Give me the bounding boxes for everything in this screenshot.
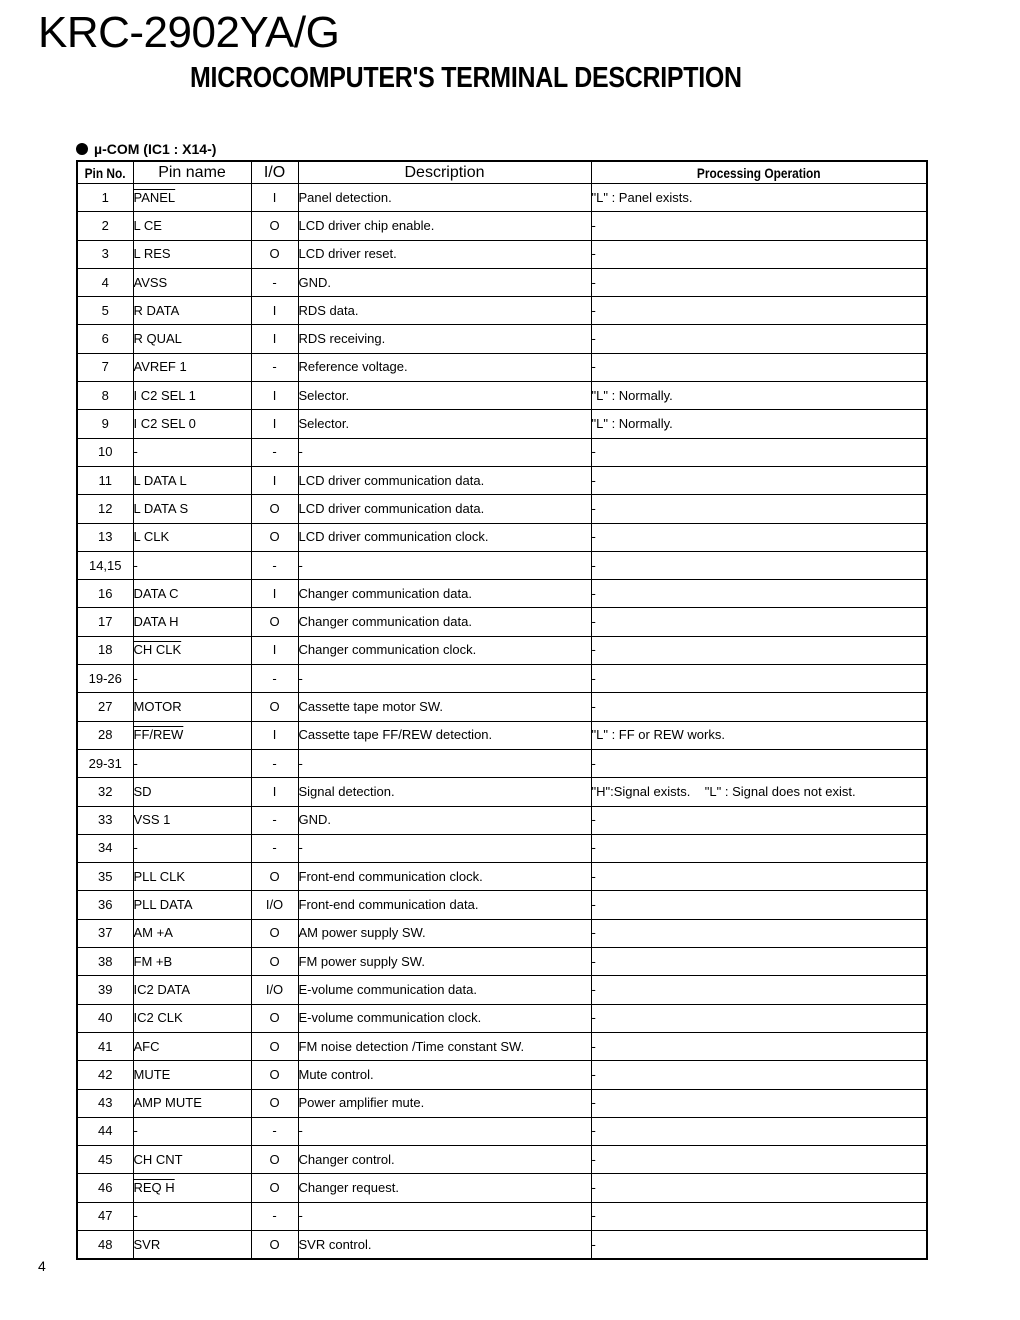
table-row <box>77 749 927 777</box>
pin-number-cell: 34 <box>77 834 133 862</box>
processing-operation-cell: - <box>591 693 927 721</box>
processing-operation-cell: - <box>591 1174 927 1202</box>
description-cell: Power amplifier mute. <box>298 1089 591 1117</box>
io-cell: I/O <box>251 891 298 919</box>
io-cell: I <box>251 778 298 806</box>
table-row <box>77 834 927 862</box>
processing-operation-cell: - <box>591 1061 927 1089</box>
model-number: KRC-2902YA/G <box>38 8 340 57</box>
io-cell: - <box>251 1202 298 1230</box>
io-cell: O <box>251 863 298 891</box>
io-cell: O <box>251 523 298 551</box>
io-cell: O <box>251 1004 298 1032</box>
io-cell: O <box>251 919 298 947</box>
pin-number-cell: 3 <box>77 240 133 268</box>
description-cell: Changer control. <box>298 1146 591 1174</box>
table-row <box>77 523 927 551</box>
description-cell: Cassette tape FF/REW detection. <box>298 721 591 749</box>
table-row <box>77 1202 927 1230</box>
pin-name-cell: IC2 DATA <box>133 976 251 1004</box>
pin-number-cell: 17 <box>77 608 133 636</box>
table-row <box>77 693 927 721</box>
table-row <box>77 1146 927 1174</box>
pin-name-cell: FF/REW <box>133 721 251 749</box>
column-header-processing-operation: Processing Operation <box>591 161 927 184</box>
table-row <box>77 721 927 749</box>
table-row <box>77 806 927 834</box>
pin-number-cell: 10 <box>77 438 133 466</box>
description-cell: Front-end communication clock. <box>298 863 591 891</box>
description-cell: Changer communication data. <box>298 608 591 636</box>
pin-number-cell: 9 <box>77 410 133 438</box>
table-row <box>77 891 927 919</box>
bullet-icon <box>76 143 88 155</box>
processing-operation-cell: - <box>591 976 927 1004</box>
pin-number-cell: 8 <box>77 382 133 410</box>
io-cell: - <box>251 268 298 296</box>
processing-operation-cell: - <box>591 325 927 353</box>
pin-name-cell: L CLK <box>133 523 251 551</box>
table-row <box>77 1032 927 1060</box>
description-cell: Changer request. <box>298 1174 591 1202</box>
pin-name-cell: L RES <box>133 240 251 268</box>
description-cell: Changer communication clock. <box>298 636 591 664</box>
description-cell: - <box>298 551 591 579</box>
table-row <box>77 495 927 523</box>
description-cell: FM power supply SW. <box>298 948 591 976</box>
pin-number-cell: 43 <box>77 1089 133 1117</box>
description-cell: Front-end communication data. <box>298 891 591 919</box>
io-cell: O <box>251 1061 298 1089</box>
io-cell: - <box>251 806 298 834</box>
pin-number-cell: 47 <box>77 1202 133 1230</box>
io-cell: I <box>251 325 298 353</box>
column-header-description: Description <box>298 161 591 184</box>
pin-number-cell: 6 <box>77 325 133 353</box>
pin-number-cell: 40 <box>77 1004 133 1032</box>
processing-operation-cell: "L" : Normally. <box>591 382 927 410</box>
io-cell: O <box>251 1230 298 1259</box>
table-row <box>77 1230 927 1259</box>
pin-name-cell: - <box>133 1117 251 1145</box>
processing-operation-cell: - <box>591 834 927 862</box>
table-row <box>77 1174 927 1202</box>
description-cell: Signal detection. <box>298 778 591 806</box>
io-cell: I <box>251 410 298 438</box>
pin-name-cell: - <box>133 1202 251 1230</box>
processing-operation-cell: - <box>591 580 927 608</box>
table-row <box>77 410 927 438</box>
processing-operation-cell: "L" : FF or REW works. <box>591 721 927 749</box>
processing-operation-cell: - <box>591 495 927 523</box>
table-row <box>77 665 927 693</box>
section-heading <box>76 140 216 158</box>
pin-number-cell: 7 <box>77 353 133 381</box>
io-cell: O <box>251 1032 298 1060</box>
pin-number-cell: 1 <box>77 184 133 212</box>
description-cell: LCD driver communication data. <box>298 495 591 523</box>
pin-number-cell: 33 <box>77 806 133 834</box>
pin-number-cell: 38 <box>77 948 133 976</box>
table-row <box>77 1004 927 1032</box>
description-cell: GND. <box>298 268 591 296</box>
description-cell: - <box>298 1202 591 1230</box>
table-row <box>77 778 927 806</box>
description-cell: Panel detection. <box>298 184 591 212</box>
description-cell: LCD driver reset. <box>298 240 591 268</box>
io-cell: O <box>251 240 298 268</box>
description-cell: SVR control. <box>298 1230 591 1259</box>
pin-name-cell: MUTE <box>133 1061 251 1089</box>
pin-name-cell: - <box>133 438 251 466</box>
column-header-pin-name: Pin name <box>133 161 251 184</box>
pin-name-cell: IC2 CLK <box>133 1004 251 1032</box>
description-cell: LCD driver communication data. <box>298 466 591 494</box>
processing-operation-cell: - <box>591 551 927 579</box>
description-cell: - <box>298 1117 591 1145</box>
pin-number-cell: 32 <box>77 778 133 806</box>
processing-operation-cell: - <box>591 523 927 551</box>
description-cell: - <box>298 665 591 693</box>
io-cell: - <box>251 834 298 862</box>
io-cell: O <box>251 693 298 721</box>
pin-name-cell: R DATA <box>133 297 251 325</box>
pin-number-cell: 45 <box>77 1146 133 1174</box>
table-row <box>77 1061 927 1089</box>
io-cell: I <box>251 466 298 494</box>
description-cell: RDS receiving. <box>298 325 591 353</box>
description-cell: FM noise detection /Time constant SW. <box>298 1032 591 1060</box>
processing-operation-cell: - <box>591 466 927 494</box>
description-cell: LCD driver communication clock. <box>298 523 591 551</box>
terminal-table <box>76 160 928 1260</box>
table-row <box>77 580 927 608</box>
io-cell: - <box>251 749 298 777</box>
pin-name-cell: CH CNT <box>133 1146 251 1174</box>
table-row <box>77 1089 927 1117</box>
processing-operation-cell: "L" : Panel exists. <box>591 184 927 212</box>
table-row <box>77 325 927 353</box>
pin-name-cell: PANEL <box>133 184 251 212</box>
pin-name-cell: I C2 SEL 1 <box>133 382 251 410</box>
page-number: 4 <box>38 1258 46 1274</box>
io-cell: O <box>251 212 298 240</box>
table-row <box>77 382 927 410</box>
table-row <box>77 636 927 664</box>
pin-number-cell: 27 <box>77 693 133 721</box>
processing-operation-cell: - <box>591 749 927 777</box>
processing-operation-cell: - <box>591 240 927 268</box>
pin-name-cell: PLL DATA <box>133 891 251 919</box>
description-cell: GND. <box>298 806 591 834</box>
pin-number-cell: 41 <box>77 1032 133 1060</box>
pin-number-cell: 39 <box>77 976 133 1004</box>
pin-name-cell: MOTOR <box>133 693 251 721</box>
io-cell: - <box>251 438 298 466</box>
table-row <box>77 948 927 976</box>
pin-name-cell: R QUAL <box>133 325 251 353</box>
pin-name-cell: SD <box>133 778 251 806</box>
pin-name-cell: AFC <box>133 1032 251 1060</box>
pin-number-cell: 37 <box>77 919 133 947</box>
pin-name-cell: REQ H <box>133 1174 251 1202</box>
pin-name-cell: PLL CLK <box>133 863 251 891</box>
pin-name-cell: AVSS <box>133 268 251 296</box>
processing-operation-cell: - <box>591 1230 927 1259</box>
description-cell: RDS data. <box>298 297 591 325</box>
io-cell: O <box>251 1146 298 1174</box>
table-row <box>77 608 927 636</box>
io-cell: O <box>251 1089 298 1117</box>
table-row <box>77 466 927 494</box>
pin-name-cell: - <box>133 665 251 693</box>
pin-name-cell: AVREF 1 <box>133 353 251 381</box>
table-row <box>77 297 927 325</box>
description-cell: Reference voltage. <box>298 353 591 381</box>
processing-operation-cell: "H":Signal exists. "L" : Signal does not exist. <box>591 778 927 806</box>
io-cell: O <box>251 495 298 523</box>
pin-number-cell: 36 <box>77 891 133 919</box>
processing-operation-cell: - <box>591 1202 927 1230</box>
table-row <box>77 240 927 268</box>
pin-name-cell: CH CLK <box>133 636 251 664</box>
processing-operation-cell: - <box>591 863 927 891</box>
pin-number-cell: 29-31 <box>77 749 133 777</box>
pin-name-cell: DATA C <box>133 580 251 608</box>
io-cell: O <box>251 948 298 976</box>
page-title: MICROCOMPUTER'S TERMINAL DESCRIPTION <box>190 62 742 94</box>
pin-name-cell: AM +A <box>133 919 251 947</box>
description-cell: Selector. <box>298 382 591 410</box>
io-cell: I/O <box>251 976 298 1004</box>
pin-name-cell: SVR <box>133 1230 251 1259</box>
processing-operation-cell: - <box>591 919 927 947</box>
description-cell: Changer communication data. <box>298 580 591 608</box>
processing-operation-cell: - <box>591 1089 927 1117</box>
io-cell: I <box>251 580 298 608</box>
processing-operation-cell: - <box>591 665 927 693</box>
description-cell: - <box>298 438 591 466</box>
pin-number-cell: 35 <box>77 863 133 891</box>
description-cell: AM power supply SW. <box>298 919 591 947</box>
processing-operation-cell: - <box>591 438 927 466</box>
pin-name-cell: DATA H <box>133 608 251 636</box>
table-row <box>77 268 927 296</box>
pin-number-cell: 46 <box>77 1174 133 1202</box>
processing-operation-cell: - <box>591 891 927 919</box>
description-cell: E-volume communication data. <box>298 976 591 1004</box>
column-header-io: I/O <box>251 161 298 184</box>
pin-name-cell: - <box>133 834 251 862</box>
processing-operation-cell: - <box>591 212 927 240</box>
pin-name-cell: - <box>133 749 251 777</box>
processing-operation-cell: - <box>591 1032 927 1060</box>
pin-name-cell: L DATA S <box>133 495 251 523</box>
pin-name-cell: - <box>133 551 251 579</box>
processing-operation-cell: - <box>591 608 927 636</box>
pin-name-cell: FM +B <box>133 948 251 976</box>
processing-operation-cell: - <box>591 1004 927 1032</box>
processing-operation-cell: - <box>591 636 927 664</box>
description-cell: Mute control. <box>298 1061 591 1089</box>
pin-number-cell: 16 <box>77 580 133 608</box>
pin-number-cell: 4 <box>77 268 133 296</box>
processing-operation-cell: - <box>591 1117 927 1145</box>
io-cell: O <box>251 608 298 636</box>
io-cell: - <box>251 665 298 693</box>
processing-operation-cell: - <box>591 353 927 381</box>
table-header-row <box>77 161 927 184</box>
io-cell: O <box>251 1174 298 1202</box>
pin-name-cell: I C2 SEL 0 <box>133 410 251 438</box>
table-row <box>77 919 927 947</box>
pin-number-cell: 48 <box>77 1230 133 1259</box>
table-row <box>77 212 927 240</box>
table-row <box>77 353 927 381</box>
description-cell: Cassette tape motor SW. <box>298 693 591 721</box>
processing-operation-cell: - <box>591 806 927 834</box>
table-row <box>77 976 927 1004</box>
table-row <box>77 438 927 466</box>
pin-name-cell: L DATA L <box>133 466 251 494</box>
description-cell: Selector. <box>298 410 591 438</box>
table-row <box>77 551 927 579</box>
io-cell: I <box>251 382 298 410</box>
pin-number-cell: 18 <box>77 636 133 664</box>
processing-operation-cell: "L" : Normally. <box>591 410 927 438</box>
processing-operation-cell: - <box>591 268 927 296</box>
table-body <box>77 184 927 1260</box>
io-cell: I <box>251 636 298 664</box>
io-cell: I <box>251 721 298 749</box>
description-cell: - <box>298 834 591 862</box>
pin-name-cell: AMP MUTE <box>133 1089 251 1117</box>
io-cell: I <box>251 184 298 212</box>
section-label: µ-COM (IC1 : X14-) <box>94 141 217 157</box>
pin-name-cell: L CE <box>133 212 251 240</box>
table-row <box>77 1117 927 1145</box>
pin-number-cell: 12 <box>77 495 133 523</box>
pin-number-cell: 13 <box>77 523 133 551</box>
io-cell: - <box>251 353 298 381</box>
column-header-pin-no: Pin No. <box>77 161 133 184</box>
pin-number-cell: 11 <box>77 466 133 494</box>
description-cell: - <box>298 749 591 777</box>
io-cell: I <box>251 297 298 325</box>
pin-number-cell: 19-26 <box>77 665 133 693</box>
pin-number-cell: 28 <box>77 721 133 749</box>
pin-name-cell: VSS 1 <box>133 806 251 834</box>
processing-operation-cell: - <box>591 948 927 976</box>
processing-operation-cell: - <box>591 297 927 325</box>
pin-number-cell: 2 <box>77 212 133 240</box>
processing-operation-cell: - <box>591 1146 927 1174</box>
description-cell: E-volume communication clock. <box>298 1004 591 1032</box>
pin-number-cell: 44 <box>77 1117 133 1145</box>
table-row <box>77 184 927 212</box>
pin-number-cell: 42 <box>77 1061 133 1089</box>
table-row <box>77 863 927 891</box>
io-cell: - <box>251 551 298 579</box>
io-cell: - <box>251 1117 298 1145</box>
description-cell: LCD driver chip enable. <box>298 212 591 240</box>
pin-number-cell: 5 <box>77 297 133 325</box>
pin-number-cell: 14,15 <box>77 551 133 579</box>
